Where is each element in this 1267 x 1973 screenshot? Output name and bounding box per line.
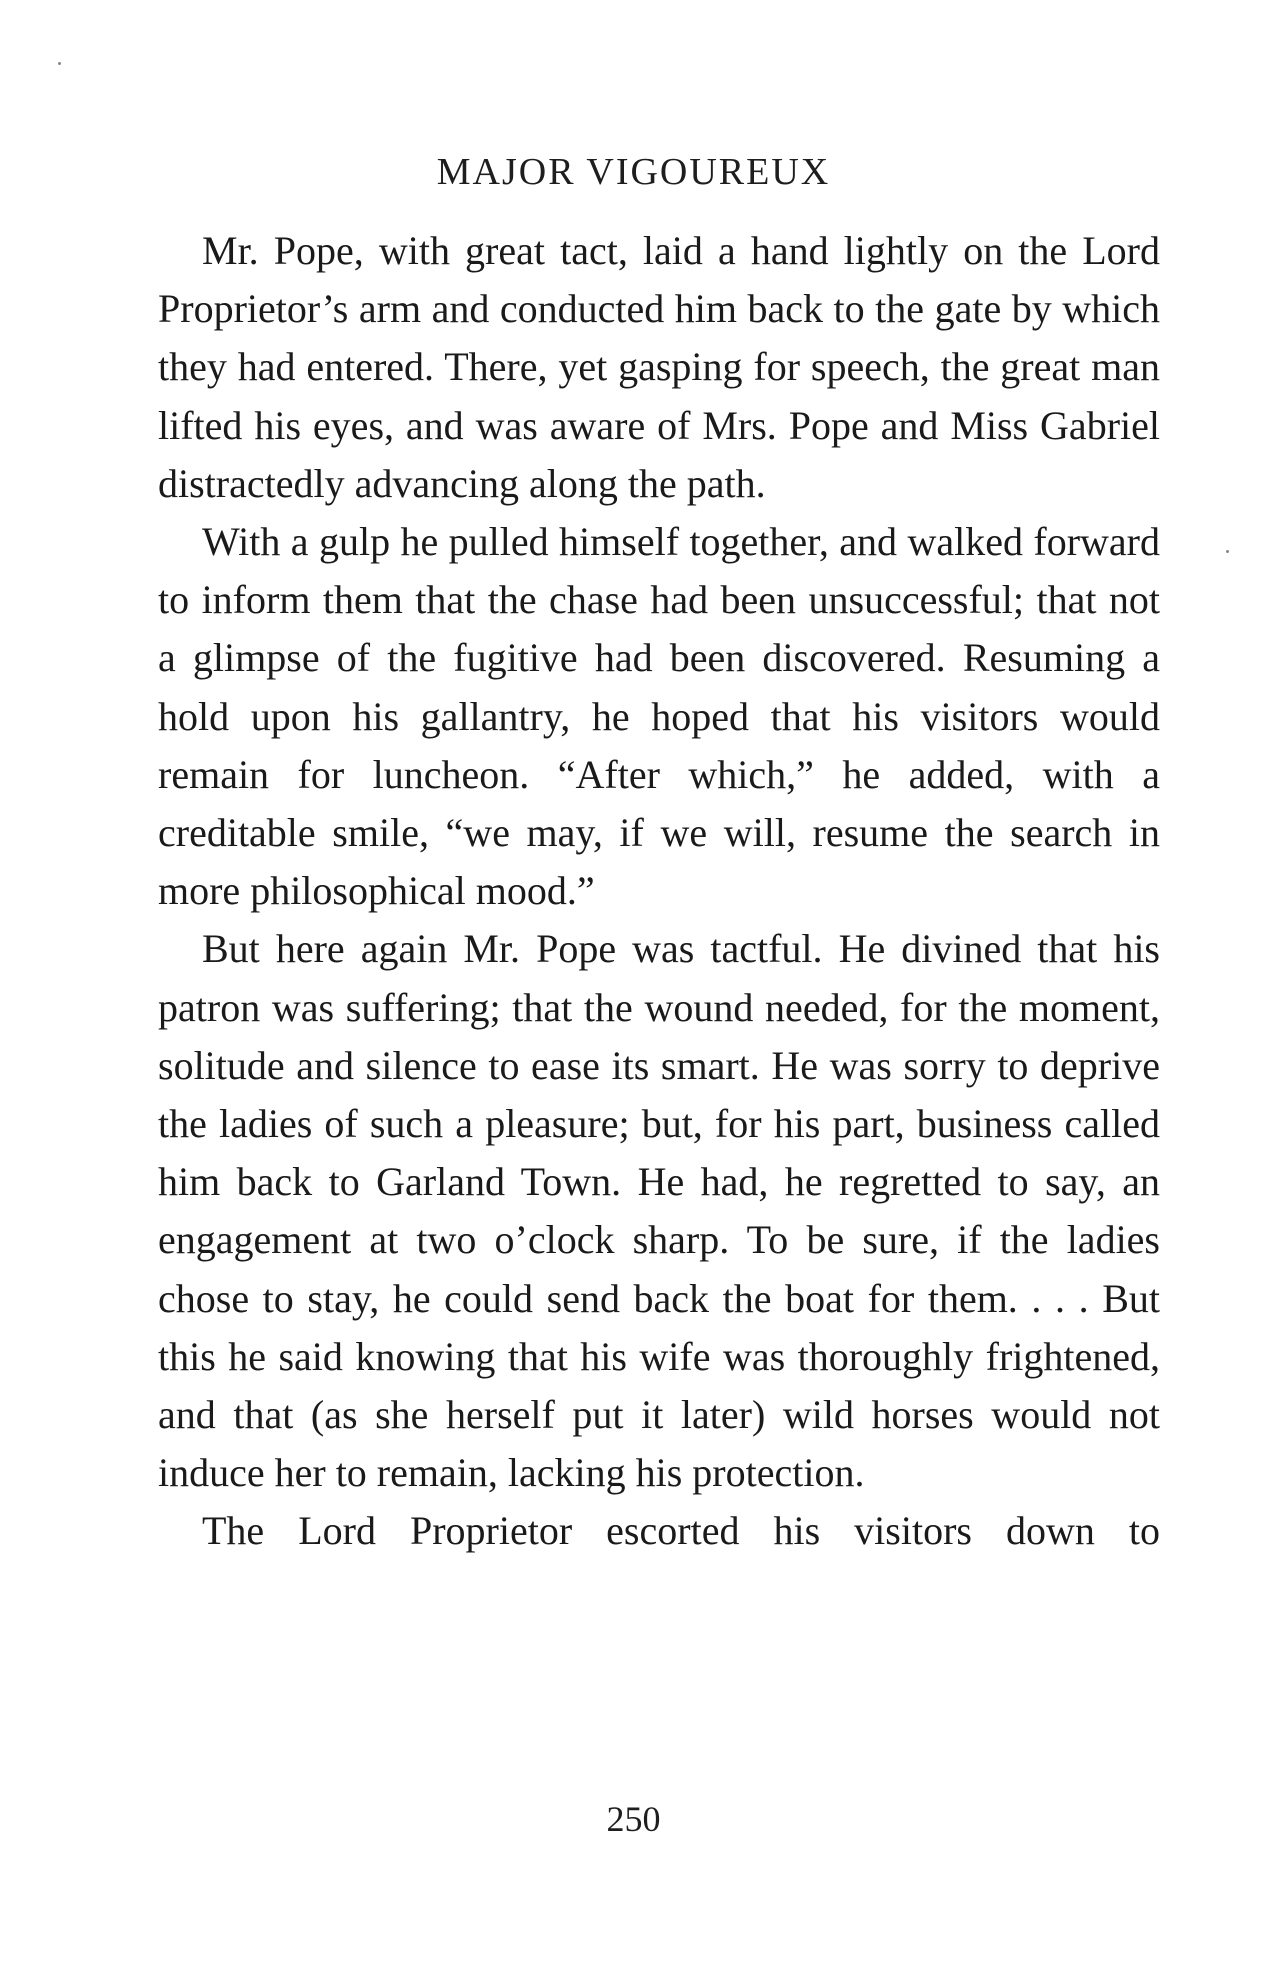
page-number: 250 xyxy=(606,1799,661,1839)
paragraph: Mr. Pope, with great tact, laid a hand lightly on the Lord Proprietor’s arm and conducted him back to the gate by which they had entered. There, yet gasping for speech, the great man lifted his eyes, and was aware of Mrs. Pope and Miss Gabriel distractedly advancing along the path. xyxy=(158,228,1160,506)
running-head: MAJOR VIGOUREUX xyxy=(436,151,831,193)
body-text xyxy=(158,222,1160,1561)
paper-speck xyxy=(58,62,61,65)
paper-speck xyxy=(1226,550,1229,553)
paragraph: The Lord Proprietor escorted his visitors down to xyxy=(202,1508,1160,1554)
paragraph: With a gulp he pulled himself together, and walked forward to inform them that the chase had been unsuccessful; that not a glimpse of the fugitive had been discovered. Resuming a hold upon his gallantry, he hoped that his visitors would remain for luncheon. “After which,” he added, with a creditable smile, “we may, if we will, resume the search in more philosophical mood.” xyxy=(158,519,1160,914)
paragraph: But here again Mr. Pope was tactful. He divined that his patron was suffering; that the wound needed, for the moment, solitude and silence to ease its smart. He was sorry to deprive the ladies of such a pleasure; but, for his part, business called him back to Garland Town. He had, he regretted to say, an engagement at two o’clock sharp. To be sure, if the ladies chose to stay, he could send back the boat for them. . . . But this he said knowing that his wife was thoroughly frightened, and that (as she herself put it later) wild horses would not induce her to remain, lacking his protection. xyxy=(158,926,1160,1496)
